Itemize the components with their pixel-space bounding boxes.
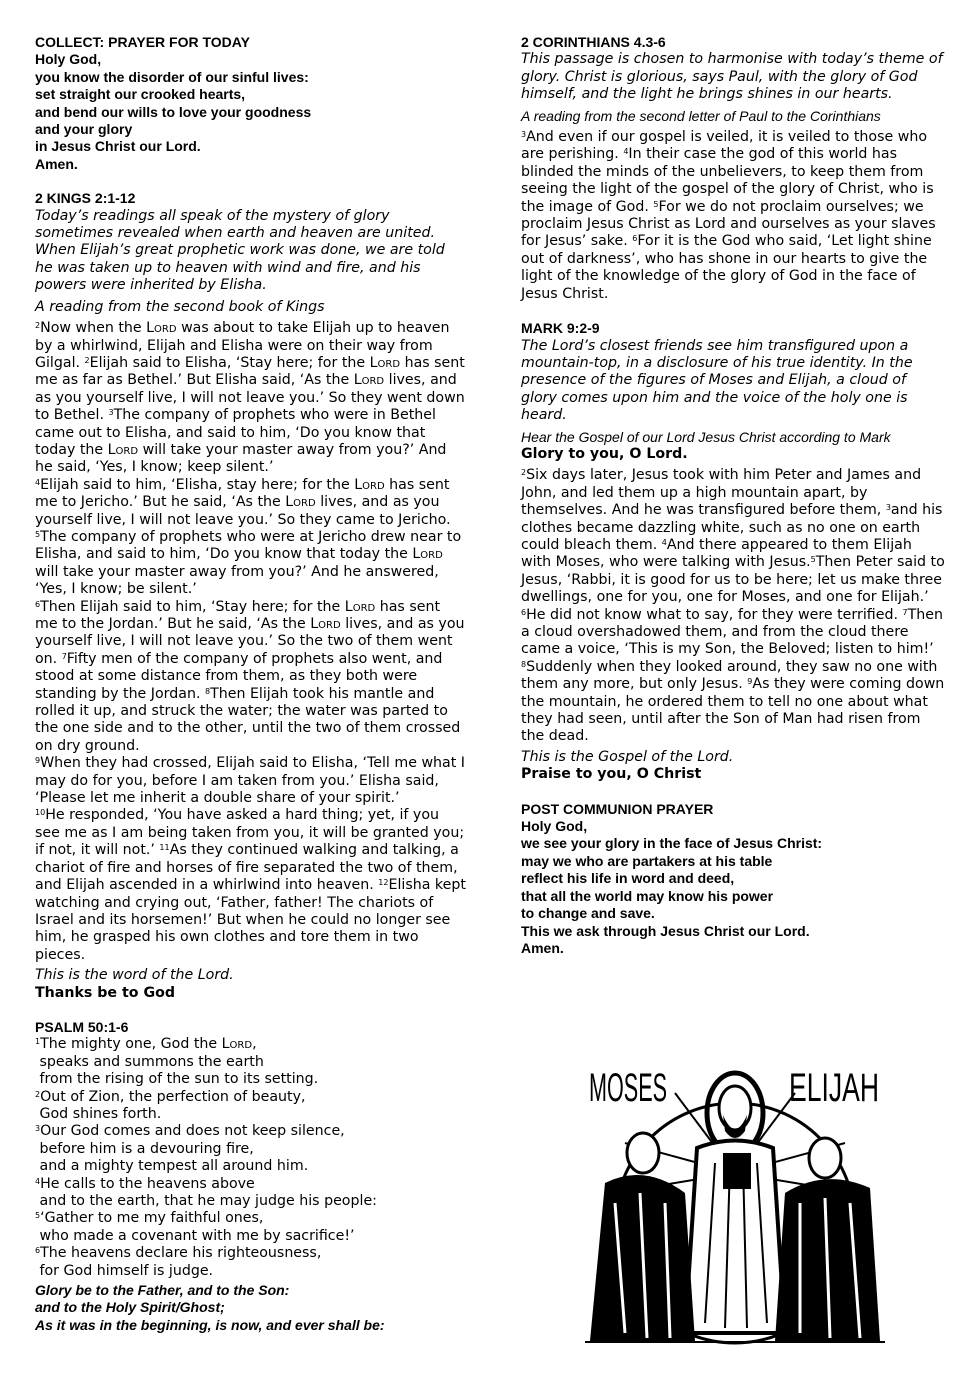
prayer-line: Amen. bbox=[35, 155, 78, 172]
elijah-label: ELIJAH bbox=[789, 1066, 879, 1110]
post-communion-heading: POST COMMUNION PRAYER bbox=[521, 800, 714, 817]
psalm-line bbox=[35, 1228, 467, 1245]
psalm-line-text: He calls to the heavens above bbox=[40, 1175, 255, 1192]
prayer-line: to change and save. bbox=[521, 905, 655, 922]
psalm-line bbox=[35, 1193, 467, 1210]
verse-text: He did not know what to say, for they were terrified. bbox=[526, 606, 903, 623]
mark-heading: MARK 9:2-9 bbox=[521, 320, 600, 337]
left-column bbox=[35, 34, 467, 1334]
post-communion-section bbox=[521, 801, 946, 958]
verse-text: The company of prophets who were at Jericho drew near to Elisha, and said to him, ‘Do you know that today the Lord will take your master away from you?’ And he answered, ‘Yes, I know; be silent.’ bbox=[35, 528, 462, 598]
kings-closing: This is the word of the Lord. bbox=[35, 967, 234, 984]
psalm-line bbox=[35, 1141, 467, 1158]
verse-number: 3 bbox=[108, 408, 114, 418]
kings-response: Thanks be to God bbox=[35, 984, 176, 1001]
verse bbox=[35, 755, 465, 806]
verse-number: 5 bbox=[810, 555, 816, 565]
prayer-line: and bend our wills to love your goodness bbox=[35, 103, 312, 120]
verse-text: Elisha kept watching and crying out, ‘Father, father! The chariots of Israel and its horsemen!’ But when he could no longer see him, he grasped his own clothes and tore them in two pieces. bbox=[35, 877, 466, 963]
prayer-line: reflect his life in word and deed, bbox=[521, 870, 735, 887]
kings-section bbox=[35, 190, 467, 1002]
verse-number: 3 bbox=[885, 503, 891, 513]
prayer-line: This we ask through Jesus Christ our Lord. bbox=[521, 922, 810, 939]
right-column bbox=[521, 34, 946, 957]
prayer-line: Amen. bbox=[521, 939, 564, 956]
psalm-line bbox=[35, 1089, 467, 1106]
verse-number: 8 bbox=[204, 686, 211, 696]
post-communion-prayer bbox=[521, 818, 946, 957]
psalm-line bbox=[35, 1054, 467, 1071]
verse-number: 1 bbox=[35, 1037, 41, 1047]
verse-text: In their case the god of this world has blinded the minds of the unbelievers, to keep them from seeing the light of the gospel of the glory of Christ, who is the image of God. bbox=[521, 146, 934, 215]
verse-number: 5 bbox=[653, 199, 659, 209]
psalm-line bbox=[35, 1263, 467, 1280]
prayer-line: may we who are partakers at his table bbox=[521, 852, 773, 869]
kings-intro: Today’s readings all speak of the mystery of glory sometimes revealed when earth and heaven are united. When Elijah’s great prophetic work was done, we are told he was taken up to heaven with wind and fire, and his powers were inherited by Elisha. bbox=[35, 207, 445, 294]
kings-announcement: A reading from the second book of Kings bbox=[35, 298, 325, 315]
verse-number: 2 bbox=[35, 321, 41, 331]
verse-text: Suddenly when they looked around, they saw no one with them any more, but only Jesus. bbox=[521, 658, 938, 693]
verse-number: 5 bbox=[35, 529, 41, 539]
psalm-line bbox=[35, 1176, 467, 1193]
corinthians-announcement: A reading from the second letter of Paul to the Corinthians bbox=[521, 107, 881, 124]
psalm-line-text: before him is a devouring fire, bbox=[35, 1140, 254, 1157]
prayer-line: Holy God, bbox=[35, 51, 102, 68]
kings-reading-text bbox=[35, 320, 467, 964]
prayer-line: and your glory bbox=[35, 121, 133, 138]
psalm-line bbox=[35, 1036, 467, 1053]
verse-number: 3 bbox=[35, 1124, 41, 1134]
verse bbox=[521, 607, 902, 623]
mark-closing: This is the Gospel of the Lord. bbox=[521, 748, 734, 765]
psalm-line-text: and to the earth, that he may judge his people: bbox=[35, 1193, 377, 1209]
collect-section bbox=[35, 34, 467, 173]
kings-heading: 2 KINGS 2:1-12 bbox=[35, 190, 136, 207]
corinthians-heading: 2 CORINTHIANS 4.3-6 bbox=[521, 34, 666, 50]
verse-text: He responded, ‘You have asked a hard thing; yet, if you see me as I am being taken from you, it will be granted you; if not, it will not.’ bbox=[35, 807, 465, 859]
gloria-line: Glory be to the Father, and to the Son: bbox=[35, 1282, 290, 1299]
verse bbox=[521, 467, 921, 518]
verse-text: And there appeared to them Elijah with Moses, who were talking with Jesus. bbox=[521, 536, 912, 571]
verse-number: 2 bbox=[84, 355, 90, 365]
verse-text: Elijah said to Elisha, ‘Stay here; for the Lord has sent me as far as Bethel.’ But Elisha said, ‘As the Lord lives, and as you yourself live, I will not leave you.’ So they went down to Bethel. bbox=[35, 354, 465, 424]
verse-number: 2 bbox=[35, 1089, 41, 1099]
verse-text: Now when the Lord was about to take Elijah up to heaven by a whirlwind, Elijah and Elisha were on their way from Gilgal. bbox=[35, 320, 450, 371]
collect-heading: COLLECT: PRAYER FOR TODAY bbox=[35, 34, 250, 50]
mark-response: Praise to you, O Christ bbox=[521, 766, 702, 783]
verse-text: For it is the God who said, ‘Let light shine out of darkness’, who has shone in our hearts to give the light of the knowledge of the glory of God in the face of Jesus Christ. bbox=[521, 233, 932, 302]
verse-text: Elijah said to him, ‘Elisha, stay here; for the Lord has sent me to Jericho.’ But he said, ‘As the Lord lives, and as you yourself live, I will not leave you.’ So they came to Jericho. bbox=[35, 476, 451, 528]
verse-number: 5 bbox=[35, 1211, 41, 1221]
verse-text: And even if our gospel is veiled, it is veiled to those who are perishing. bbox=[521, 129, 927, 163]
verse-number: 6 bbox=[632, 234, 638, 244]
prayer-line: Holy God, bbox=[521, 818, 588, 835]
verse-text: Then a cloud overshadowed them, and from the cloud there came a voice, ‘This is my Son, the Beloved; listen to him!’ bbox=[521, 606, 943, 658]
verse-number: 12 bbox=[378, 878, 389, 888]
verse-text: Then Elijah said to him, ‘Stay here; for the Lord has sent me to the Jordan.’ But he said, ‘As the Lord lives, and as you yourself live, I will not leave you.’ So the two of them went on. bbox=[35, 598, 465, 667]
transfiguration-illustration bbox=[585, 1053, 885, 1343]
verse-text: and his clothes became dazzling white, such as no one on earth could bleach them. bbox=[521, 502, 943, 553]
verse-number: 9 bbox=[747, 677, 753, 687]
prayer-line: that all the world may know his power bbox=[521, 887, 774, 904]
verse-number: 7 bbox=[61, 651, 67, 661]
psalm-line-text: Our God comes and does not keep silence, bbox=[40, 1123, 345, 1140]
psalm-line-text: The mighty one, God the Lord, bbox=[40, 1036, 257, 1053]
verse-text: When they had crossed, Elijah said to Elisha, ‘Tell me what I may do for you, before I am taken from you.’ Elisha said, ‘Please let me inherit a double share of your spirit.’ bbox=[35, 755, 465, 807]
verse-text: As they continued walking and talking, a chariot of fire and horses of fire separated the two of them, and Elijah ascended in a whirlwind into heaven. bbox=[35, 842, 459, 894]
verse-number: 9 bbox=[35, 756, 41, 766]
collect-prayer bbox=[35, 51, 467, 173]
mark-section bbox=[521, 320, 946, 784]
verse-number: 11 bbox=[159, 843, 170, 853]
psalm-line bbox=[35, 1210, 467, 1227]
transfiguration-woodcut-image bbox=[585, 1053, 885, 1343]
psalm-line-text: for God himself is judge. bbox=[35, 1262, 214, 1279]
psalm-line-text: God shines forth. bbox=[35, 1105, 162, 1122]
psalm-line-text: who made a covenant with me by sacrifice!’ bbox=[35, 1227, 355, 1244]
verse-number: 10 bbox=[35, 808, 46, 818]
psalm-line-text: ‘Gather to me my faithful ones, bbox=[40, 1210, 264, 1227]
verse bbox=[35, 529, 461, 597]
verse-number: 6 bbox=[35, 599, 41, 609]
gloria-line: and to the Holy Spirit/Ghost; bbox=[35, 1299, 225, 1316]
mark-announcement: Hear the Gospel of our Lord Jesus Christ according to Mark bbox=[521, 428, 891, 445]
gloria-line: As it was in the beginning, is now, and ever shall be: bbox=[35, 1316, 385, 1333]
verse-number: 2 bbox=[521, 468, 527, 478]
psalm-line bbox=[35, 1106, 467, 1123]
mark-intro: The Lord’s closest friends see him transfigured upon a mountain-top, in a disclosure of his true identity. In the presence of the figures of Moses and Elijah, a cloud of glory comes upon him and the voice of the holy one is heard. bbox=[521, 337, 913, 424]
mark-announcement-response: Glory to you, O Lord. bbox=[521, 445, 688, 462]
verse-text: The company of prophets who were in Bethel came out to Elisha, and said to him, ‘Do you know that today the Lord will take your master away from you?’ And he said, ‘Yes, I know; keep silent.’ bbox=[35, 407, 447, 476]
prayer-line: in Jesus Christ our Lord. bbox=[35, 138, 201, 155]
corinthians-reading-text bbox=[521, 129, 946, 303]
psalm-line bbox=[35, 1245, 467, 1262]
mark-reading-text bbox=[521, 467, 946, 746]
moses-label: MOSES bbox=[589, 1066, 667, 1110]
verse-text: Then Elijah took his mantle and rolled it up, and struck the water; the water was parted to the one side and to the other, until the two of them crossed on dry ground. bbox=[35, 685, 461, 754]
verse-text: Fifty men of the company of prophets also went, and stood at some distance from them, as they both were standing by the Jordan. bbox=[35, 650, 443, 702]
verse-number: 8 bbox=[521, 659, 527, 669]
psalm-heading: PSALM 50:1-6 bbox=[35, 1018, 129, 1035]
psalm-line-text: and a mighty tempest all around him. bbox=[35, 1158, 309, 1175]
psalm-line-text: Out of Zion, the perfection of beauty, bbox=[40, 1088, 306, 1105]
psalm-line bbox=[35, 1158, 467, 1175]
prayer-line: we see your glory in the face of Jesus Christ: bbox=[521, 835, 823, 852]
gloria-patri bbox=[35, 1282, 467, 1334]
verse-number: 4 bbox=[35, 1176, 41, 1186]
psalm-text bbox=[35, 1036, 467, 1280]
verse-text: For we do not proclaim ourselves; we proclaim Jesus Christ as Lord and ourselves as your slaves for Jesus’ sake. bbox=[521, 198, 936, 250]
verse-number: 4 bbox=[623, 147, 629, 157]
corinthians-section bbox=[521, 34, 946, 303]
corinthians-intro: This passage is chosen to harmonise with today’s theme of glory. Christ is glorious, says Paul, with the glory of God himself, and the light he brings shines in our hearts. bbox=[521, 51, 943, 103]
prayer-line: set straight our crooked hearts, bbox=[35, 86, 246, 103]
verse-number: 4 bbox=[35, 477, 41, 487]
verse-text: Six days later, Jesus took with him Peter and James and John, and led them up a high mountain apart, by themselves. And he was transfigured before them, bbox=[521, 467, 922, 519]
psalm-section bbox=[35, 1019, 467, 1334]
verse-text: Then Peter said to Jesus, ‘Rabbi, it is good for us to be here; let us make three dwellings, one for you, one for Moses, and one for Elijah.’ bbox=[521, 554, 945, 606]
psalm-line bbox=[35, 1071, 467, 1088]
verse-text: As they were coming down the mountain, he ordered them to tell no one about what they had seen, until after the Son of Man had risen from the dead. bbox=[521, 676, 945, 745]
psalm-line-text: The heavens declare his righteousness, bbox=[40, 1245, 322, 1262]
psalm-line-text: speaks and summons the earth bbox=[35, 1053, 264, 1070]
verse bbox=[35, 477, 451, 528]
psalm-line-text: from the rising of the sun to its setting. bbox=[35, 1071, 319, 1088]
verse-number: 6 bbox=[521, 607, 527, 617]
prayer-line: you know the disorder of our sinful lives: bbox=[35, 68, 309, 85]
verse-number: 7 bbox=[902, 607, 908, 617]
verse-number: 6 bbox=[35, 1246, 41, 1256]
verse-number: 3 bbox=[521, 130, 527, 140]
verse-number: 4 bbox=[661, 537, 667, 547]
psalm-line bbox=[35, 1123, 467, 1140]
